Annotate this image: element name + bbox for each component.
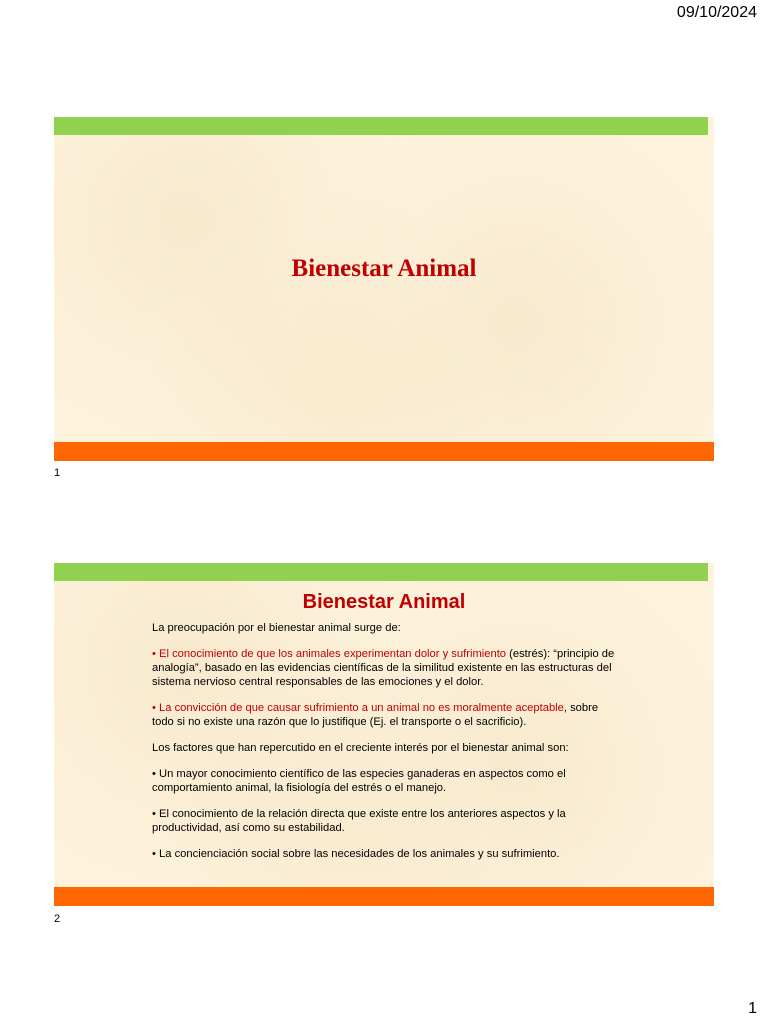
- slide-top-bar: [54, 117, 708, 135]
- factors-intro-text: Los factores que han repercutido en el creciente interés por el bienestar animal son:: [152, 742, 569, 754]
- slide-title: Bienestar Animal: [291, 255, 477, 282]
- printout-date: 09/10/2024: [676, 4, 757, 21]
- bullet-item: • Un mayor conocimiento científico de las especies ganaderas en aspectos como el comportamiento animal, la fisiología del estrés o el manejo.: [152, 768, 566, 794]
- slide-bottom-bar: [54, 887, 714, 906]
- highlight-text: • La convicción de que causar sufrimiento a un animal no es moralmente aceptable: [152, 702, 564, 714]
- slide-1: [54, 117, 714, 461]
- slide-2: [54, 563, 714, 906]
- slide-number: 1: [54, 467, 61, 479]
- bullet-text: , sobre todo si no existe una razón que lo justifique (Ej. el transporte o el sacrificio).: [152, 702, 599, 728]
- intro-text: La preocupación por el bienestar animal surge de:: [152, 622, 401, 634]
- bullet-text: (estrés): “principio de analogía”, basado en las evidencias científicas de la similitud existente en las estructuras del sistema nervioso central responsables de las emociones y el dolor.: [152, 648, 615, 688]
- slide-number: 2: [54, 913, 61, 925]
- highlight-text: • El conocimiento de que los animales experimentan dolor y sufrimiento: [152, 648, 507, 660]
- bullet-item: [152, 647, 622, 689]
- slide-top-bar: [54, 563, 708, 581]
- page-number: 1: [748, 1000, 757, 1017]
- bullet-item: [152, 701, 622, 729]
- bullet-item: • El conocimiento de la relación directa que existe entre los anteriores aspectos y la productividad, así como su estabilidad.: [152, 808, 566, 834]
- bullet-item: • La concienciación social sobre las necesidades de los animales y su sufrimiento.: [152, 848, 560, 860]
- slide-title: Bienestar Animal: [302, 591, 466, 613]
- slide-bottom-bar: [54, 442, 714, 461]
- slide-body: [152, 621, 622, 873]
